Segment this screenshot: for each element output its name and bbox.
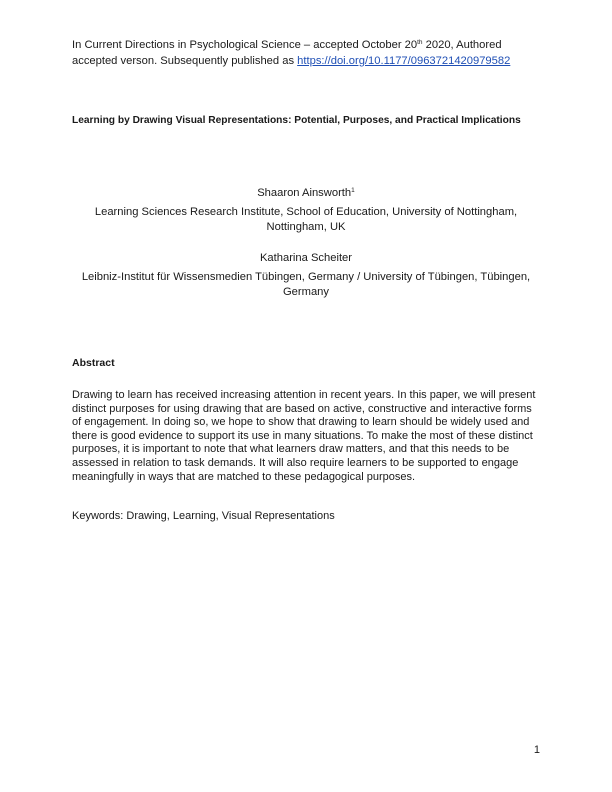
author-affiliation-2: Leibniz-Institut für Wissensmedien Tübingen, Germany / University of Tübingen, Tübingen, Germany (81, 271, 531, 298)
author-name-1: Shaaron Ainsworth$^1$ (257, 187, 355, 199)
author-superscript: 1 (351, 187, 355, 194)
page-number: 1 (533, 744, 540, 756)
abstract-heading: Abstract (72, 357, 115, 369)
author-affiliation-1: Learning Sciences Research Institute, School of Education, University of Nottingham, Nottingham, UK (94, 206, 518, 233)
doi-link[interactable]: https://doi.org/10.1177/0963721420979582 (297, 55, 511, 67)
paper-title: Learning by Drawing Visual Representations: Potential, Purposes, and Practical Implications (72, 115, 521, 126)
keywords: Keywords: Drawing, Learning, Visual Representations (72, 510, 335, 522)
abstract-body: Drawing to learn has received increasing attention in recent years. In this paper, we will present distinct purposes for using drawing that are based on active, constructive and interactive forms of engagement. In doing so, we hope to show that drawing to learn should be widely used and there is good evidence to support its use in many situations. To make the most of these distinct purposes, it is important to note that what learners draw matters, and that this needs to be assessed in relation to task demands. It will also require learners to be supported to engage meaningfully in ways that are matched to these pedagogical purposes. (72, 389, 536, 483)
publication-note-line2: accepted verson. Subsequently published as https://doi.org/10.1177/0963721420979582 (72, 55, 511, 67)
author-name-2: Katharina Scheiter (259, 252, 353, 264)
publication-note-line1: In Current Directions in Psychological Science – accepted October 20th 2020, Authored (72, 39, 502, 51)
publication-note (72, 35, 542, 69)
ordinal-superscript: th (417, 39, 423, 46)
